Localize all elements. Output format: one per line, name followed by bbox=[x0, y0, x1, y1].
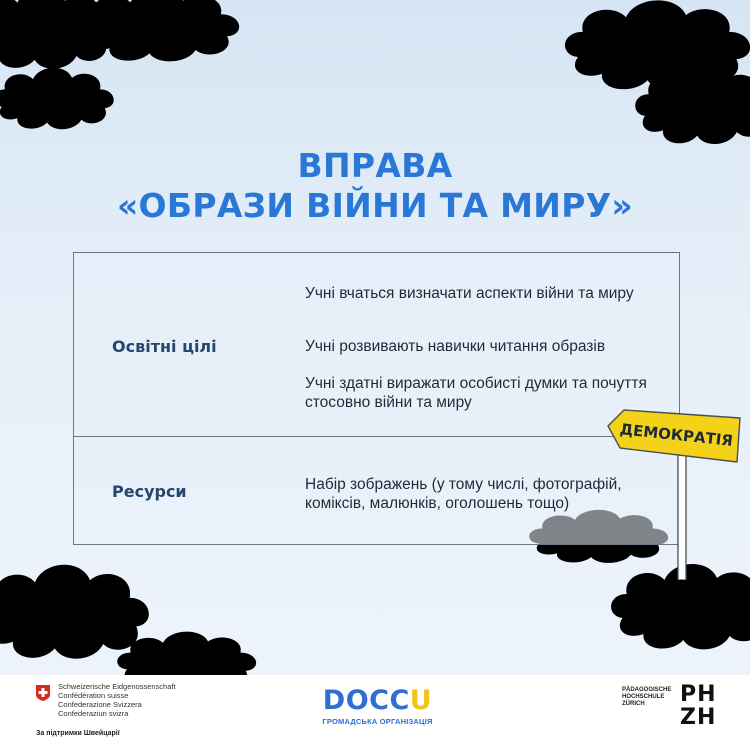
title-line-1: ВПРАВА bbox=[297, 146, 453, 185]
goal-item: Учні розвивають навички читання образів bbox=[305, 338, 606, 355]
docu-wordmark: DOCC bbox=[322, 685, 410, 716]
docu-wordmark-accent: U bbox=[409, 685, 433, 716]
signpost-label: ДЕМОКРАТІЯ bbox=[618, 420, 734, 450]
docu-logo bbox=[310, 687, 445, 726]
exercise-info-table bbox=[73, 252, 680, 545]
swiss-support-caption: За підтримки Швейцарії bbox=[36, 730, 120, 737]
table-row-divider bbox=[74, 436, 679, 437]
phzh-logo: PH ZH bbox=[680, 682, 717, 730]
goals-label: Освітні цілі bbox=[112, 337, 217, 356]
cloud-bottom-center bbox=[117, 632, 256, 675]
cloud-left-mid bbox=[0, 68, 114, 129]
footer-logos bbox=[0, 675, 750, 750]
democracy-signpost bbox=[606, 400, 750, 580]
cloud-bottom-left bbox=[0, 565, 149, 659]
docu-subtitle: ГРОМАДСЬКА ОРГАНІЗАЦІЯ bbox=[322, 717, 433, 726]
goal-item: Учні вчаться визначати аспекти війни та миру bbox=[305, 285, 634, 302]
resources-label: Ресурси bbox=[112, 482, 187, 501]
title-line-2: «ОБРАЗИ ВІЙНИ ТА МИРУ» bbox=[116, 186, 634, 225]
page-title bbox=[0, 146, 750, 226]
swiss-flag-icon bbox=[36, 685, 50, 701]
swiss-confederation-text: Schweizerische Eidgenossenschaft Confédération suisse Confederazione Svizzera Confederaziun svizra bbox=[58, 682, 176, 718]
phzh-name: PÄDAGOGISCHE HOCHSCHULE ZÜRICH bbox=[622, 687, 672, 707]
resources-text: Набір зображень (у тому числі, фотографій, коміксів, малюнків, оголошень тощо) bbox=[305, 476, 622, 512]
signpost-pole bbox=[678, 455, 686, 580]
goal-item: Учні здатні виражати особисті думки та почуття стосовно війни та миру bbox=[305, 375, 647, 411]
